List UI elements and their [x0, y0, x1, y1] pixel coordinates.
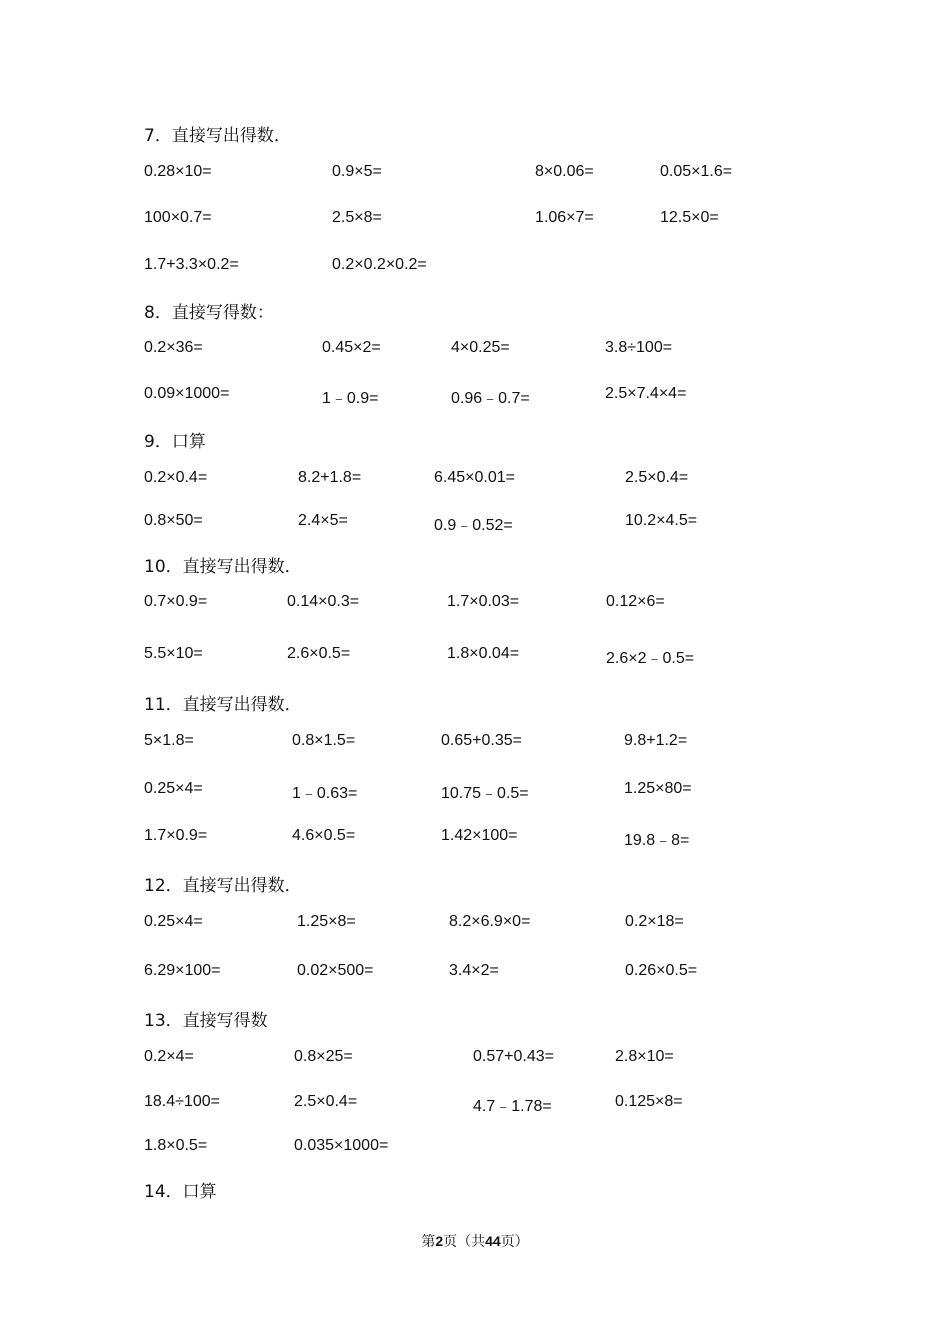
problem: 1.7×0.9= — [144, 827, 208, 844]
problem: 1.06×7= — [535, 209, 594, 226]
problem: 1.25×80= — [624, 780, 692, 797]
problem: 4.6×0.5= — [292, 827, 356, 844]
problem: 0.57+0.43= — [473, 1048, 554, 1065]
problem: 2.6×2﹣0.5= — [606, 650, 695, 667]
problem: 6.45×0.01= — [434, 469, 515, 486]
problem: 2.5×7.4×4= — [605, 385, 687, 402]
problem: 10.2×4.5= — [625, 512, 698, 529]
problem: 5×1.8= — [144, 732, 194, 749]
problem: 1.42×100= — [441, 827, 518, 844]
problem: 0.7×0.9= — [144, 593, 208, 610]
problem: 12.5×0= — [660, 209, 719, 226]
problem: 0.2×0.4= — [144, 469, 208, 486]
problem: 4.7﹣1.78= — [473, 1098, 552, 1115]
problem: 0.035×1000= — [294, 1137, 389, 1154]
problem: 3.8÷100= — [605, 339, 673, 356]
problem: 0.05×1.6= — [660, 163, 733, 180]
page-total: 44 — [485, 1233, 501, 1249]
problem: 0.9×5= — [332, 163, 382, 180]
problem: 0.45×2= — [322, 339, 381, 356]
problem: 1﹣0.9= — [322, 390, 379, 407]
problem: 8.2+1.8= — [298, 469, 362, 486]
problem: 3.4×2= — [449, 962, 499, 979]
section-title: 12．直接写出得数． — [144, 876, 302, 896]
section-title: 13．直接写得数 — [144, 1011, 268, 1031]
problem: 4×0.25= — [451, 339, 510, 356]
problem: 1.8×0.04= — [447, 645, 520, 662]
problem: 9.8+1.2= — [624, 732, 688, 749]
problem: 2.8×10= — [615, 1048, 674, 1065]
problem: 1.8×0.5= — [144, 1137, 208, 1154]
problem: 0.2×18= — [625, 913, 684, 930]
problem: 0.8×50= — [144, 512, 203, 529]
problem: 0.8×1.5= — [292, 732, 356, 749]
problem: 2.4×5= — [298, 512, 348, 529]
problem: 0.25×4= — [144, 780, 203, 797]
problem: 2.5×8= — [332, 209, 382, 226]
problem: 0.09×1000= — [144, 385, 230, 402]
problem: 1﹣0.63= — [292, 785, 358, 802]
problem: 2.5×0.4= — [294, 1093, 358, 1110]
problem: 0.25×4= — [144, 913, 203, 930]
problem: 1.7×0.03= — [447, 593, 520, 610]
problem: 5.5×10= — [144, 645, 203, 662]
section-title: 11．直接写出得数． — [144, 695, 302, 715]
problem: 2.5×0.4= — [625, 469, 689, 486]
problem: 0.9﹣0.52= — [434, 517, 513, 534]
problem: 0.125×8= — [615, 1093, 683, 1110]
problem: 10.75﹣0.5= — [441, 785, 529, 802]
problem: 18.4÷100= — [144, 1093, 220, 1110]
section-title: 14．口算 — [144, 1182, 217, 1202]
footer-middle: 页（共 — [443, 1234, 486, 1250]
problem: 1.25×8= — [297, 913, 356, 930]
problem: 0.96﹣0.7= — [451, 390, 530, 407]
footer-suffix: 页） — [500, 1234, 529, 1250]
problem: 8.2×6.9×0= — [449, 913, 531, 930]
problem: 0.65+0.35= — [441, 732, 522, 749]
problem: 8×0.06= — [535, 163, 594, 180]
problem: 0.12×6= — [606, 593, 665, 610]
section-title: 7．直接写出得数． — [144, 126, 291, 146]
page-number: 2 — [435, 1233, 444, 1249]
section-title: 10．直接写出得数． — [144, 557, 302, 577]
page-footer — [0, 1231, 950, 1251]
section-title: 8．直接写得数： — [144, 303, 274, 323]
problem: 2.6×0.5= — [287, 645, 351, 662]
problem: 0.26×0.5= — [625, 962, 698, 979]
problem: 0.28×10= — [144, 163, 212, 180]
section-title: 9．口算 — [144, 432, 206, 452]
problem: 0.2×0.2×0.2= — [332, 256, 427, 273]
problem: 0.2×4= — [144, 1048, 194, 1065]
problem: 0.14×0.3= — [287, 593, 360, 610]
footer-prefix: 第 — [421, 1234, 436, 1250]
problem: 1.7+3.3×0.2= — [144, 256, 239, 273]
problem: 0.2×36= — [144, 339, 203, 356]
problem: 6.29×100= — [144, 962, 221, 979]
problem: 100×0.7= — [144, 209, 212, 226]
problem: 19.8﹣8= — [624, 832, 690, 849]
problem: 0.02×500= — [297, 962, 374, 979]
problem: 0.8×25= — [294, 1048, 353, 1065]
